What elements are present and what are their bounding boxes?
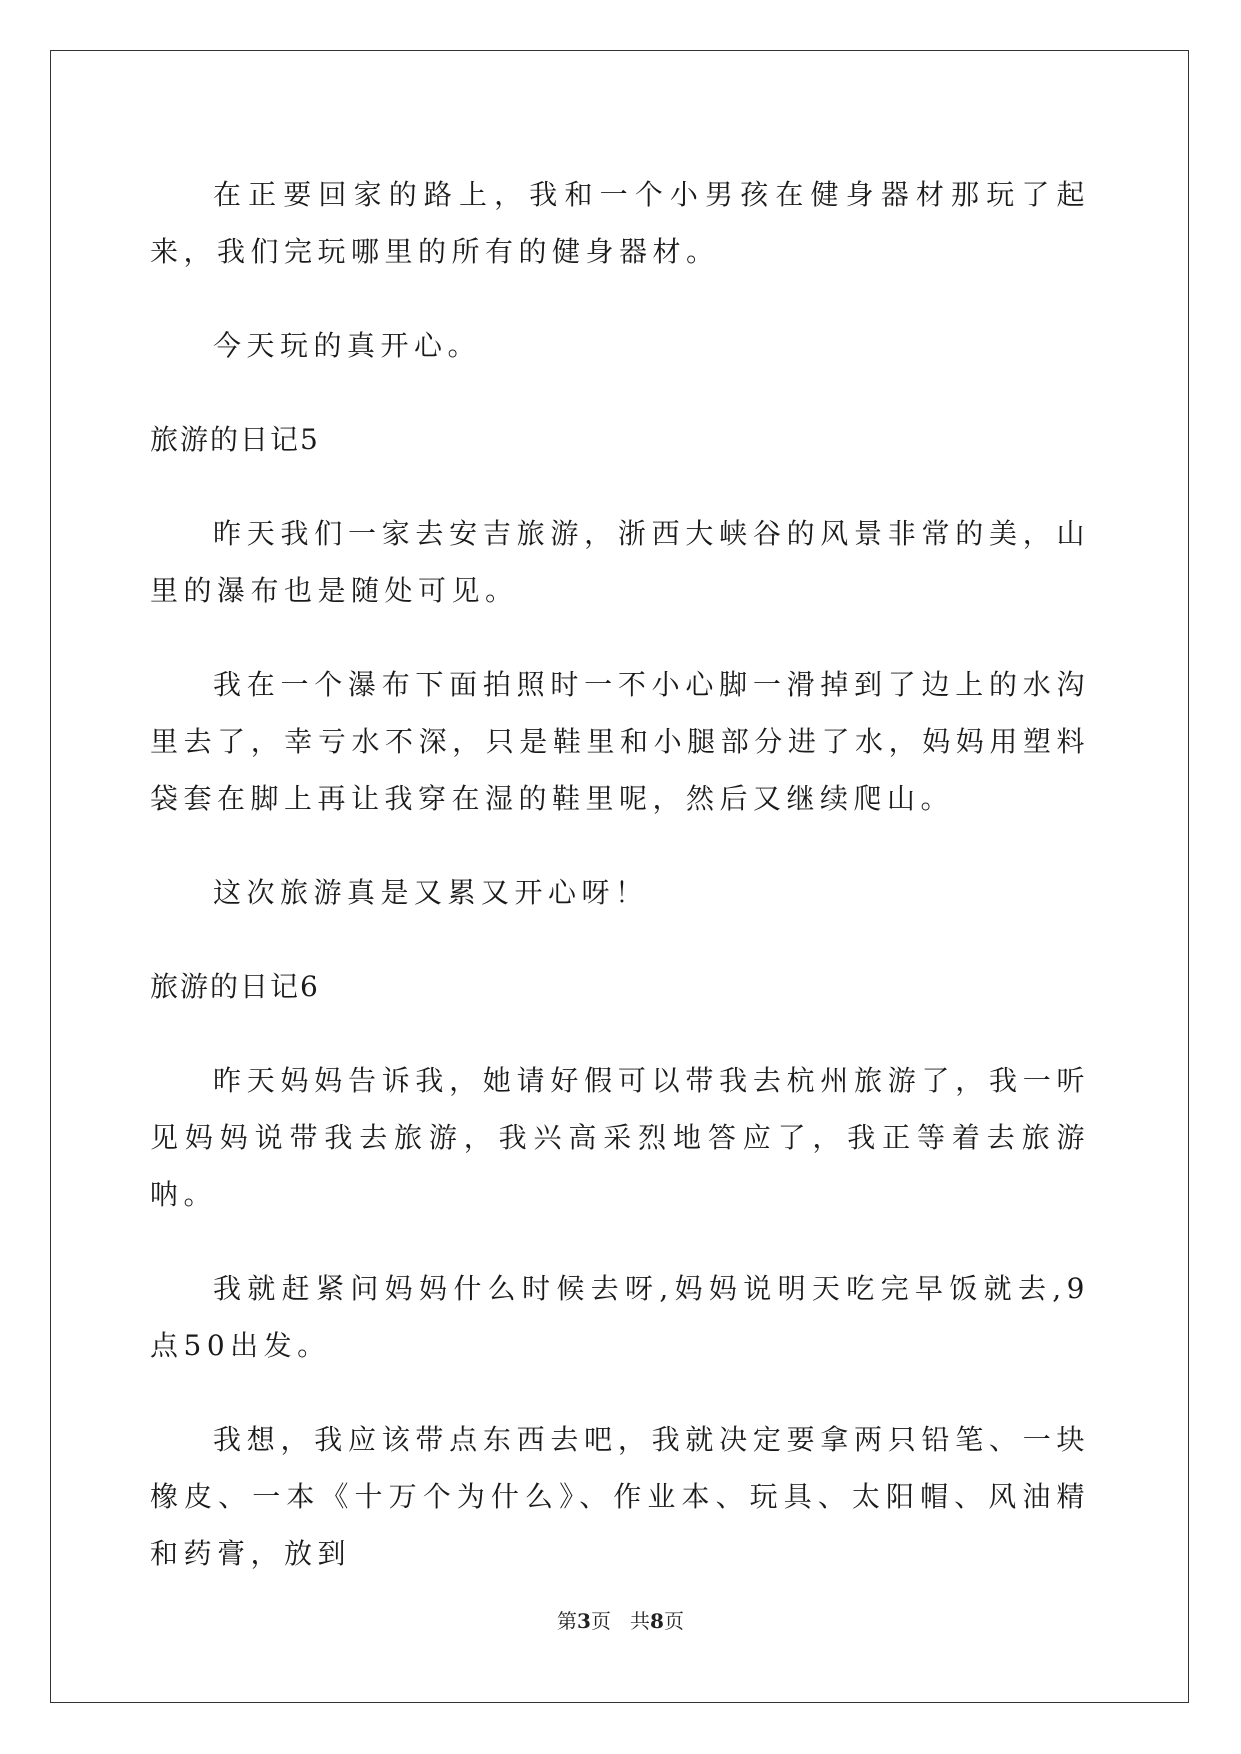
paragraph: 我想，我应该带点东西去吧，我就决定要拿两只铅笔、一块橡皮、一本《十万个为什么》、作业本、玩具、太阳帽、风油精和药膏，放到	[150, 1423, 1090, 1570]
document-body	[150, 166, 1090, 1619]
footer-total-prefix: 共	[630, 1609, 651, 1633]
section-heading: 旅游的日记6	[150, 970, 320, 1003]
paragraph: 在正要回家的路上，我和一个小男孩在健身器材那玩了起来，我们完玩哪里的所有的健身器材。	[150, 178, 1090, 268]
page-footer	[0, 1605, 1241, 1634]
paragraph: 今天玩的真开心。	[213, 329, 482, 362]
paragraph: 昨天妈妈告诉我，她请好假可以带我去杭州旅游了，我一听见妈妈说带我去旅游，我兴高采烈地答应了，我正等着去旅游呐。	[150, 1064, 1090, 1211]
footer-prefix: 第	[557, 1609, 578, 1633]
footer-total-suffix: 页	[663, 1609, 684, 1633]
paragraph: 我在一个瀑布下面拍照时一不小心脚一滑掉到了边上的水沟里去了，幸亏水不深，只是鞋里和小腿部分进了水，妈妈用塑料袋套在脚上再让我穿在湿的鞋里呢，然后又继续爬山。	[150, 668, 1090, 815]
paragraph: 我就赶紧问妈妈什么时候去呀,妈妈说明天吃完早饭就去,9点50出发。	[150, 1272, 1090, 1362]
current-page-number: 3	[577, 1609, 591, 1633]
footer-page-suffix: 页	[590, 1609, 611, 1633]
section-heading: 旅游的日记5	[150, 423, 320, 456]
total-page-count: 8	[650, 1609, 664, 1633]
paragraph: 这次旅游真是又累又开心呀！	[213, 876, 649, 909]
paragraph: 昨天我们一家去安吉旅游，浙西大峡谷的风景非常的美，山里的瀑布也是随处可见。	[150, 517, 1090, 607]
